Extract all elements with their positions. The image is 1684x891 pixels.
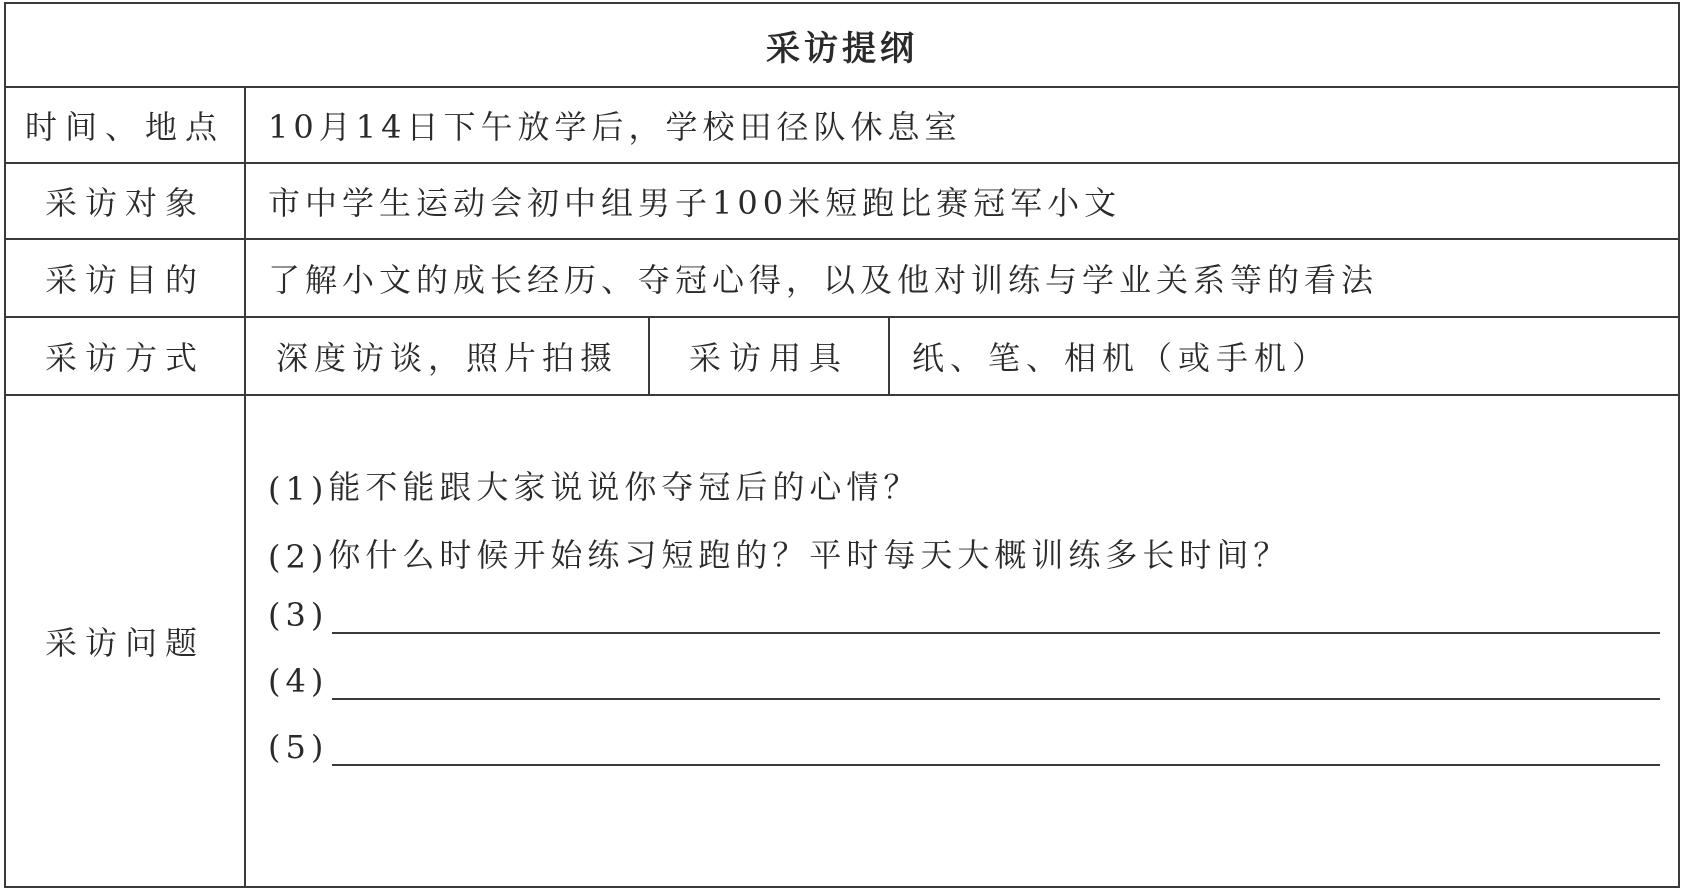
subject-value: 市中学生运动会初中组男子100米短跑比赛冠军小文	[268, 184, 1122, 222]
row-purpose	[6, 240, 1678, 318]
question-number: (3)	[268, 596, 329, 634]
answer-blank-line[interactable]	[332, 730, 1660, 766]
answer-blank-line[interactable]	[332, 598, 1660, 634]
purpose-label: 采访目的	[6, 240, 246, 316]
tools-value: 纸、笔、相机（或手机）	[912, 339, 1331, 377]
question-number: (1)	[268, 470, 329, 508]
answer-blank-line[interactable]	[332, 664, 1660, 700]
purpose-value: 了解小文的成长经历、夺冠心得，以及他对训练与学业关系等的看法	[268, 261, 1379, 299]
subject-label: 采访对象	[6, 164, 246, 238]
time-place-label: 时间、地点	[6, 88, 246, 162]
question-text: 能不能跟大家说说你夺冠后的心情？	[328, 468, 921, 506]
question-text: 你什么时候开始练习短跑的？平时每天大概训练多长时间？	[328, 536, 1291, 574]
question-5	[268, 728, 1660, 766]
interview-outline-table	[4, 2, 1680, 888]
question-4	[268, 662, 1660, 700]
method-value: 深度访谈，照片拍摄	[246, 318, 650, 394]
questions-list	[246, 396, 1678, 886]
question-number: (5)	[268, 728, 329, 766]
tools-label: 采访用具	[650, 318, 890, 394]
question-number: (2)	[268, 538, 329, 576]
row-time-place	[6, 88, 1678, 164]
row-questions	[6, 396, 1678, 886]
table-title: 采访提纲	[6, 4, 1678, 88]
question-2	[268, 530, 1660, 576]
time-place-value: 10月14日下午放学后，学校田径队休息室	[268, 108, 962, 146]
row-method	[6, 318, 1678, 396]
row-subject	[6, 164, 1678, 240]
question-3	[268, 596, 1660, 634]
question-number: (4)	[268, 662, 329, 700]
question-1	[268, 462, 1660, 508]
method-label: 采访方式	[6, 318, 246, 394]
questions-label: 采访问题	[6, 396, 246, 886]
